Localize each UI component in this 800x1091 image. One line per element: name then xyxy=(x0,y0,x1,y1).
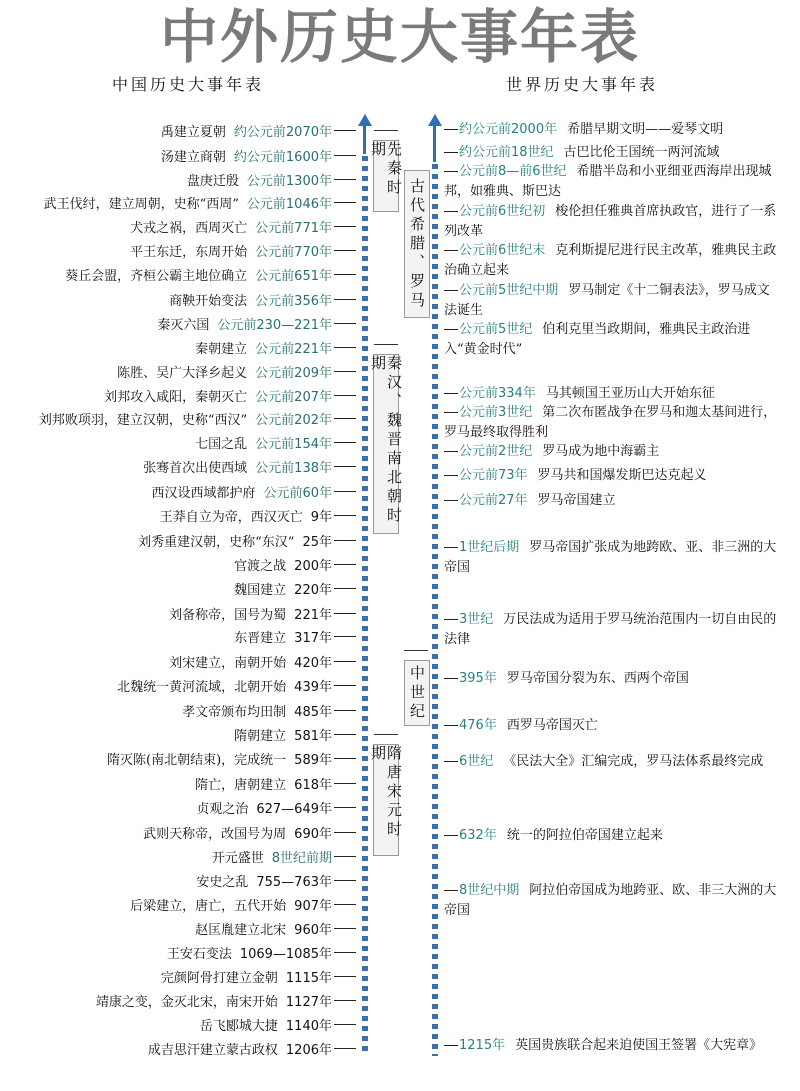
world-event-date: 公元前334年 xyxy=(459,386,536,401)
connector-dash xyxy=(334,564,356,565)
china-event-date: 公元前207年 xyxy=(255,389,332,405)
connector-dash xyxy=(444,890,458,891)
world-event-text: 希腊半岛和小亚细亚西海岸出现城邦，如雅典、斯巴达 xyxy=(444,164,772,199)
china-event-date: 1206年 xyxy=(285,1042,332,1058)
china-event-row xyxy=(30,432,356,452)
connector-dash xyxy=(334,202,356,203)
china-event-row xyxy=(30,481,356,501)
world-event-row xyxy=(444,669,778,689)
connector-dash xyxy=(334,928,356,929)
china-event-text: 刘邦败项羽，建立汉朝，史称“西汉” xyxy=(38,412,248,428)
world-event-text: 罗马成为地中海霸主 xyxy=(542,444,660,459)
china-event-text: 七国之乱 xyxy=(195,436,248,452)
connector-dash xyxy=(334,758,356,759)
world-event-row xyxy=(444,403,778,443)
connector-dash xyxy=(334,515,356,516)
world-event-date: 3世纪 xyxy=(459,612,494,627)
china-axis-line xyxy=(363,124,366,154)
connector-dash xyxy=(334,418,356,419)
world-event-date: 476年 xyxy=(459,718,497,733)
china-event-text: 孝文帝颁布均田制 xyxy=(182,704,287,720)
connector-dash xyxy=(334,395,356,396)
world-event-row xyxy=(444,1036,778,1056)
china-event-date: 220年 xyxy=(294,582,332,598)
china-event-text: 商鞅开始变法 xyxy=(169,293,248,309)
china-event-row xyxy=(30,264,356,284)
china-event-row xyxy=(30,675,356,695)
china-event-date: 200年 xyxy=(294,558,332,574)
china-event-row xyxy=(30,724,356,744)
world-event-text: 梭伦担任雅典首席执政官，进行了一系列改革 xyxy=(444,204,777,239)
period-label: 秦汉、魏晋南北朝时期 xyxy=(369,355,403,526)
china-event-row xyxy=(30,603,356,623)
world-event-text: 罗马共和国爆发斯巴达克起义 xyxy=(537,468,707,483)
world-event-date: 公元前6世纪末 xyxy=(459,243,546,258)
world-event-text: 第二次布匿战争在罗马和迦太基间进行，罗马最终取得胜利 xyxy=(444,405,777,440)
china-event-date: 公元前771年 xyxy=(255,220,332,236)
china-event-date: 公元前60年 xyxy=(263,485,332,501)
world-event-row xyxy=(444,466,778,486)
china-event-date: 25年 xyxy=(302,534,332,550)
world-axis-dots xyxy=(432,164,438,1056)
connector-dash xyxy=(334,880,356,881)
connector-dash xyxy=(444,725,458,726)
world-heading: 世界历史大事年表 xyxy=(506,75,659,94)
connector-dash xyxy=(334,466,356,467)
connector-dash xyxy=(334,710,356,711)
china-event-row xyxy=(30,313,356,333)
connector-dash xyxy=(444,761,458,762)
china-event-text: 隋朝建立 xyxy=(234,728,287,744)
period-label: 隋唐宋元时期 xyxy=(369,745,403,840)
china-event-date: 公元前221年 xyxy=(255,341,332,357)
world-event-date: 公元前5世纪中期 xyxy=(459,283,559,298)
china-event-date: 公元前770年 xyxy=(255,244,332,260)
china-event-row xyxy=(30,408,356,428)
world-event-row xyxy=(444,162,778,202)
china-event-row xyxy=(30,1038,356,1058)
world-event-text: 英国贵族联合起来迫使国王签署《大宪章》 xyxy=(515,1038,763,1053)
china-event-date: 618年 xyxy=(294,777,332,793)
connector-dash xyxy=(444,475,458,476)
china-event-text: 盘庚迁殷 xyxy=(186,173,239,189)
world-event-row xyxy=(444,538,778,578)
china-event-date: 960年 xyxy=(294,922,332,938)
connector-dash xyxy=(334,540,356,541)
china-event-text: 犬戎之祸，西周灭亡 xyxy=(130,220,248,236)
period-divider xyxy=(374,344,398,345)
world-event-date: 约公元前18世纪 xyxy=(459,145,554,160)
connector-dash xyxy=(334,179,356,180)
period-divider xyxy=(374,734,398,735)
china-event-row xyxy=(30,1014,356,1034)
china-event-date: 公元前209年 xyxy=(255,365,332,381)
connector-dash xyxy=(334,807,356,808)
world-event-date: 395年 xyxy=(459,671,497,686)
world-event-row xyxy=(444,752,778,772)
connector-dash xyxy=(444,211,458,212)
china-event-row xyxy=(30,145,356,165)
world-event-date: 公元前3世纪 xyxy=(459,405,533,420)
china-event-date: 约公元前2070年 xyxy=(233,124,332,140)
world-event-row xyxy=(444,826,778,846)
connector-dash xyxy=(444,619,458,620)
china-event-date: 439年 xyxy=(294,679,332,695)
world-event-text: 罗马帝国分裂为东、西两个帝国 xyxy=(506,671,689,686)
world-event-date: 6世纪 xyxy=(459,754,494,769)
connector-dash xyxy=(334,904,356,905)
china-event-text: 张骞首次出使西域 xyxy=(143,460,248,476)
china-event-text: 葵丘会盟，齐桓公霸主地位确立 xyxy=(65,268,248,284)
china-heading: 中国历史大事年表 xyxy=(112,75,265,94)
china-event-text: 汤建立商朝 xyxy=(160,149,226,165)
china-event-row xyxy=(30,578,356,598)
china-event-date: 8世纪前期 xyxy=(271,850,332,866)
connector-dash xyxy=(444,412,458,413)
world-event-text: 罗马制定《十二铜表法》，罗马成文法诞生 xyxy=(444,283,770,318)
china-event-date: 485年 xyxy=(294,704,332,720)
china-event-row xyxy=(30,554,356,574)
world-event-row xyxy=(444,120,778,140)
china-event-row xyxy=(30,700,356,720)
china-event-text: 东晋建立 xyxy=(234,630,287,646)
china-event-text: 贞观之治 xyxy=(196,801,249,817)
china-event-date: 公元前202年 xyxy=(255,412,332,428)
world-event-date: 公元前8—前6世纪 xyxy=(459,164,567,179)
connector-dash xyxy=(444,329,458,330)
china-event-text: 北魏统一黄河流域，北朝开始 xyxy=(117,679,287,695)
china-event-text: 后梁建立，唐亡，五代开始 xyxy=(130,898,287,914)
china-event-row xyxy=(30,846,356,866)
connector-dash xyxy=(444,678,458,679)
china-event-text: 赵匡胤建立北宋 xyxy=(195,922,287,938)
world-event-text: 罗马帝国扩张成为地跨欧、亚、非三洲的大帝国 xyxy=(444,540,777,575)
period-box-middle-ages xyxy=(404,660,430,726)
china-event-date: 公元前356年 xyxy=(255,293,332,309)
china-event-row xyxy=(30,456,356,476)
connector-dash xyxy=(334,976,356,977)
china-event-date: 9年 xyxy=(310,509,332,525)
connector-dash xyxy=(444,250,458,251)
china-event-date: 755—763年 xyxy=(256,874,332,890)
china-event-row xyxy=(30,240,356,260)
china-event-row xyxy=(30,385,356,405)
connector-dash xyxy=(334,856,356,857)
china-event-date: 589年 xyxy=(294,752,332,768)
china-event-row xyxy=(30,626,356,646)
china-event-text: 王安石变法 xyxy=(166,946,232,962)
world-event-text: 西罗马帝国灭亡 xyxy=(506,718,598,733)
china-event-text: 魏国建立 xyxy=(234,582,287,598)
world-event-row xyxy=(444,716,778,736)
world-event-row xyxy=(444,881,778,921)
world-event-row xyxy=(444,241,778,281)
world-event-row xyxy=(444,442,778,462)
china-event-text: 陈胜、吴广大泽乡起义 xyxy=(117,365,248,381)
china-event-text: 刘宋建立，南朝开始 xyxy=(169,655,287,671)
world-axis-line xyxy=(433,124,436,162)
world-event-date: 公元前73年 xyxy=(459,468,528,483)
world-event-row xyxy=(444,281,778,321)
connector-dash xyxy=(334,250,356,251)
china-event-date: 420年 xyxy=(294,655,332,671)
china-event-text: 武王伐纣，建立周朝，史称“西周” xyxy=(43,196,239,212)
china-event-date: 627—649年 xyxy=(256,801,332,817)
china-event-row xyxy=(30,530,356,550)
period-label: 中世纪 xyxy=(408,664,426,722)
connector-dash xyxy=(334,588,356,589)
china-event-date: 公元前1046年 xyxy=(246,196,332,212)
world-event-text: 罗马帝国建立 xyxy=(537,493,616,508)
china-event-text: 隋灭陈(南北朝结束)，完成统一 xyxy=(107,752,287,768)
world-event-date: 约公元前2000年 xyxy=(459,122,558,137)
connector-dash xyxy=(444,393,458,394)
china-event-text: 刘邦攻入咸阳，秦朝灭亡 xyxy=(104,389,248,405)
china-event-row xyxy=(30,216,356,236)
china-event-row xyxy=(30,169,356,189)
connector-dash xyxy=(334,371,356,372)
connector-dash xyxy=(334,323,356,324)
connector-dash xyxy=(334,347,356,348)
china-event-text: 秦灭六国 xyxy=(157,317,210,333)
world-event-date: 8世纪中期 xyxy=(459,883,520,898)
world-event-text: 伯利克里当政期间，雅典民主政治进入“黄金时代” xyxy=(444,322,751,357)
china-event-date: 221年 xyxy=(294,607,332,623)
connector-dash xyxy=(334,274,356,275)
connector-dash xyxy=(444,1045,458,1046)
world-event-date: 632年 xyxy=(459,828,497,843)
china-event-row xyxy=(30,966,356,986)
china-event-text: 靖康之变，金灭北宋，南宋开始 xyxy=(95,994,278,1010)
china-event-text: 完颜阿骨打建立金朝 xyxy=(160,970,278,986)
china-event-date: 317年 xyxy=(294,630,332,646)
world-event-text: 阿拉伯帝国成为地跨亚、欧、非三大洲的大帝国 xyxy=(444,883,777,918)
period-label: 先秦时期 xyxy=(369,141,403,198)
china-event-date: 690年 xyxy=(294,826,332,842)
china-event-row xyxy=(30,192,356,212)
china-event-date: 1127年 xyxy=(285,994,332,1010)
china-event-text: 平王东迁，东周开始 xyxy=(130,244,248,260)
connector-dash xyxy=(444,500,458,501)
china-event-row xyxy=(30,289,356,309)
period-label: 古代希腊、罗马 xyxy=(408,177,426,311)
china-event-row xyxy=(30,894,356,914)
world-event-row xyxy=(444,202,778,242)
connector-dash xyxy=(334,155,356,156)
period-divider xyxy=(404,650,428,651)
china-event-text: 武则天称帝，改国号为周 xyxy=(143,826,287,842)
period-box-qinhan xyxy=(369,354,403,534)
china-event-date: 公元前651年 xyxy=(255,268,332,284)
period-box-greece-rome xyxy=(404,170,430,318)
china-event-row xyxy=(30,773,356,793)
connector-dash xyxy=(444,547,458,548)
china-event-text: 开元盛世 xyxy=(211,850,264,866)
china-event-text: 成吉思汗建立蒙古政权 xyxy=(147,1042,278,1058)
world-event-text: 统一的阿拉伯帝国建立起来 xyxy=(506,828,663,843)
period-box-suitang xyxy=(369,744,403,856)
period-box-xianqin xyxy=(369,140,403,212)
china-event-row xyxy=(30,748,356,768)
china-event-text: 王莽自立为帝，西汉灭亡 xyxy=(159,509,303,525)
china-event-date: 1069—1085年 xyxy=(239,946,332,962)
world-event-row xyxy=(444,384,778,404)
world-event-date: 公元前5世纪 xyxy=(459,322,533,337)
china-event-date: 581年 xyxy=(294,728,332,744)
world-event-text: 万民法成为适用于罗马统治范围内一切自由民的法律 xyxy=(444,612,777,647)
connector-dash xyxy=(334,1024,356,1025)
connector-dash xyxy=(444,290,458,291)
connector-dash xyxy=(444,835,458,836)
china-event-text: 官渡之战 xyxy=(234,558,287,574)
connector-dash xyxy=(334,734,356,735)
china-event-date: 公元前154年 xyxy=(255,436,332,452)
china-axis-dots xyxy=(362,156,368,1056)
world-event-row xyxy=(444,320,778,360)
connector-dash xyxy=(444,152,458,153)
china-event-row xyxy=(30,120,356,140)
china-event-text: 隋亡，唐朝建立 xyxy=(195,777,287,793)
world-event-text: 马其顿国王亚历山大开始东征 xyxy=(545,386,715,401)
connector-dash xyxy=(444,171,458,172)
china-event-text: 西汉设西域都护府 xyxy=(151,485,256,501)
connector-dash xyxy=(334,952,356,953)
china-event-row xyxy=(30,822,356,842)
china-event-row xyxy=(30,942,356,962)
china-event-row xyxy=(30,361,356,381)
connector-dash xyxy=(444,451,458,452)
page-title: 中外历史大事年表 xyxy=(159,3,640,71)
world-event-row xyxy=(444,610,778,650)
connector-dash xyxy=(334,1000,356,1001)
connector-dash xyxy=(334,636,356,637)
world-event-date: 公元前2世纪 xyxy=(459,444,533,459)
world-event-date: 公元前6世纪初 xyxy=(459,204,546,219)
china-event-text: 刘备称帝，国号为蜀 xyxy=(169,607,287,623)
connector-dash xyxy=(334,491,356,492)
connector-dash xyxy=(334,130,356,131)
china-event-row xyxy=(30,505,356,525)
connector-dash xyxy=(444,129,458,130)
world-event-text: 古巴比伦王国统一两河流域 xyxy=(563,145,720,160)
china-event-date: 公元前230—221年 xyxy=(217,317,332,333)
china-event-row xyxy=(30,651,356,671)
period-divider xyxy=(374,130,398,131)
china-event-text: 禹建立夏朝 xyxy=(160,124,226,140)
china-event-date: 1140年 xyxy=(285,1018,332,1034)
world-event-date: 公元前27年 xyxy=(459,493,528,508)
world-event-date: 1世纪后期 xyxy=(459,540,520,555)
world-event-text: 希腊早期文明——爱琴文明 xyxy=(567,122,724,137)
china-event-row xyxy=(30,870,356,890)
china-event-row xyxy=(30,797,356,817)
world-event-date: 1215年 xyxy=(459,1038,506,1053)
world-event-text: 克利斯提尼进行民主改革，雅典民主政治确立起来 xyxy=(444,243,777,278)
china-event-text: 安史之乱 xyxy=(196,874,249,890)
china-event-date: 907年 xyxy=(294,898,332,914)
connector-dash xyxy=(334,299,356,300)
world-event-row xyxy=(444,143,778,163)
world-event-text: 《民法大全》汇编完成，罗马法体系最终完成 xyxy=(503,754,764,769)
connector-dash xyxy=(334,1048,356,1049)
china-event-date: 公元前138年 xyxy=(255,460,332,476)
china-event-text: 秦朝建立 xyxy=(195,341,248,357)
china-event-date: 约公元前1600年 xyxy=(233,149,332,165)
connector-dash xyxy=(334,661,356,662)
china-event-date: 1115年 xyxy=(285,970,332,986)
china-event-row xyxy=(30,337,356,357)
world-event-row xyxy=(444,491,778,511)
connector-dash xyxy=(334,832,356,833)
china-event-row xyxy=(30,918,356,938)
china-event-row xyxy=(30,990,356,1010)
china-event-date: 公元前1300年 xyxy=(246,173,332,189)
china-event-text: 岳飞郾城大捷 xyxy=(199,1018,278,1034)
connector-dash xyxy=(334,442,356,443)
china-event-text: 刘秀重建汉朝，史称“东汉” xyxy=(138,534,295,550)
connector-dash xyxy=(334,783,356,784)
connector-dash xyxy=(334,685,356,686)
connector-dash xyxy=(334,613,356,614)
connector-dash xyxy=(334,226,356,227)
